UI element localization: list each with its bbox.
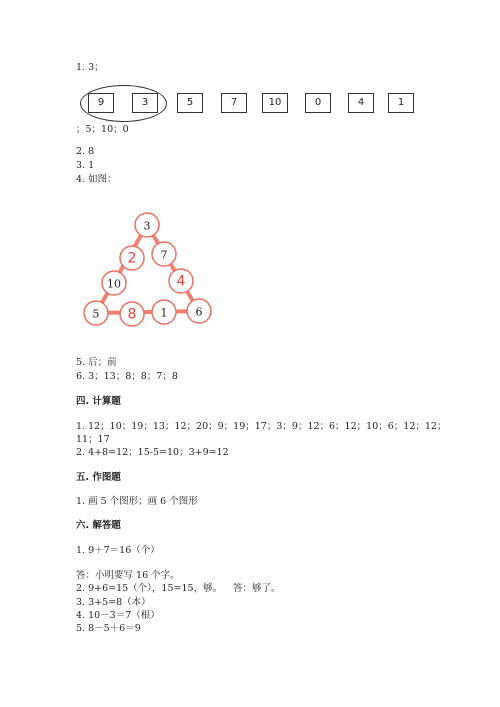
number-box: 5 (177, 93, 203, 113)
triangle-node-value: 6 (195, 305, 203, 319)
section-6-title: 六. 解答题 (76, 520, 121, 531)
section-4-line-3: 2. 4+8=12；15-5=10；3+9=12 (76, 447, 229, 458)
answer-4: 4. 如图： (76, 174, 117, 185)
section-6-line-3a: 2. 9+6=15（个），15=15，够。 (76, 583, 223, 594)
number-box: 9 (88, 93, 114, 113)
answer-1-label: 1. 3； (76, 62, 104, 73)
answer-6: 6. 3；13；8；8；7；8 (76, 371, 178, 382)
answer-2: 2. 8 (76, 146, 95, 157)
number-box: 3 (132, 93, 158, 113)
triangle-node-value: 5 (92, 307, 100, 321)
triangle-node-value: 1 (160, 306, 168, 320)
section-6-line-4: 3. 3+5=8（本） (76, 597, 151, 608)
triangle-node-value: 8 (127, 306, 137, 323)
section-6-line-2: 答：小明要写 16 个字。 (76, 570, 180, 581)
section-4-line-2: 11；17 (76, 434, 110, 445)
section-6-line-5: 4. 10－3＝7（根） (76, 610, 160, 621)
triangle-node-value: 2 (127, 250, 137, 267)
section-5-title: 五. 作图题 (76, 472, 121, 483)
section-6-line-1: 1. 9＋7＝16（个） (76, 545, 160, 556)
section-4-line-1: 1. 12；10；19；13；12；20；9；19；17；3；9；12；6；12；10；6；12；12； (76, 421, 447, 432)
number-box: 4 (348, 93, 374, 113)
triangle-node-value: 7 (160, 248, 168, 262)
number-box: 1 (388, 93, 414, 113)
triangle-node-value: 4 (176, 273, 186, 290)
number-box: 7 (221, 93, 247, 113)
answer-1-result: ；5；10；0 (76, 124, 129, 135)
section-5-line-1: 1. 画 5 个图形；画 6 个图形 (76, 496, 198, 507)
triangle-node-value: 10 (107, 277, 121, 291)
triangle-node-value: 3 (143, 219, 151, 233)
section-6-line-6: 5. 8－5＋6＝9 (76, 623, 141, 634)
answer-5: 5. 后；前 (76, 357, 117, 368)
number-triangle-diagram (76, 210, 221, 330)
section-6-line-3b: 答：够了。 (233, 583, 281, 594)
answer-3: 3. 1 (76, 160, 95, 171)
number-box: 0 (305, 93, 331, 113)
number-box: 10 (262, 93, 288, 113)
section-4-title: 四. 计算题 (76, 396, 121, 407)
